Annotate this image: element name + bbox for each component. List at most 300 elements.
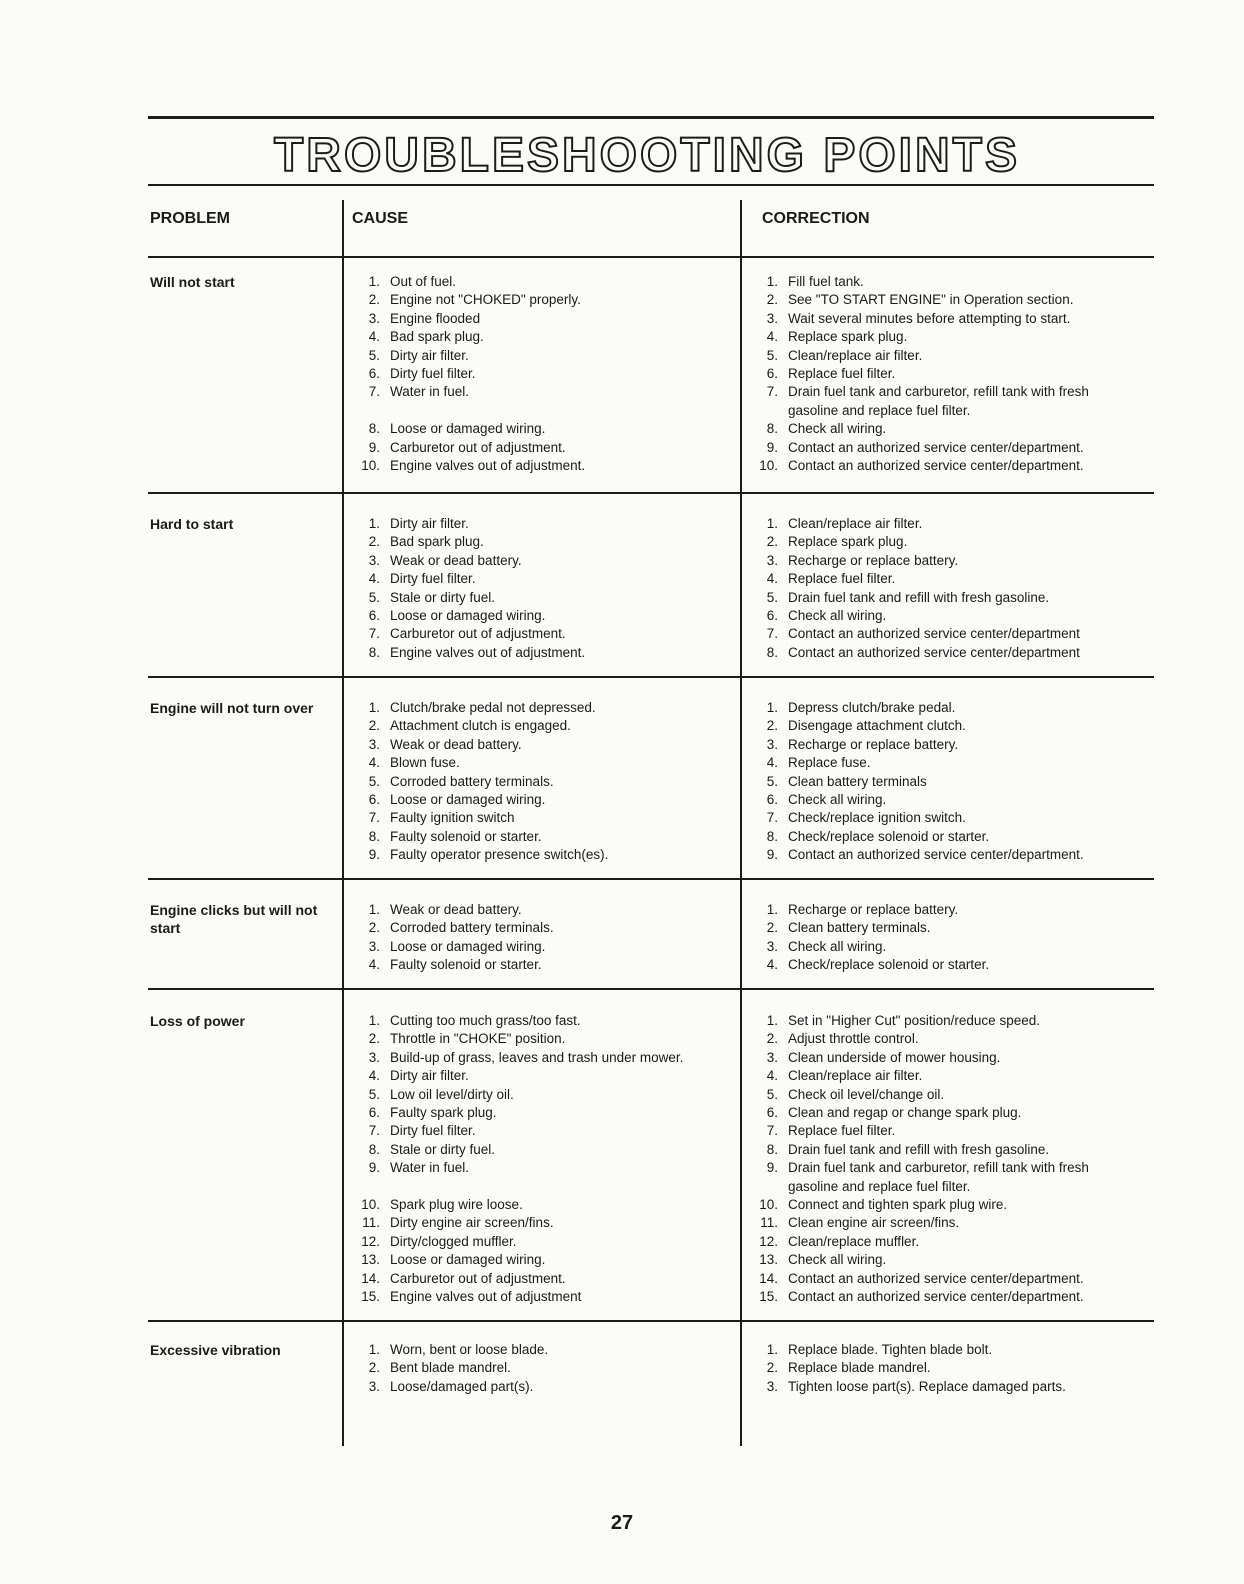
item-number: 10.	[759, 458, 778, 474]
item-number: 7.	[766, 810, 778, 826]
item-text: Check all wiring.	[788, 1252, 887, 1268]
correction-item	[744, 1341, 1144, 1359]
item-number: 3.	[766, 938, 778, 954]
item-text: Engine valves out of adjustment.	[390, 458, 586, 474]
item-text: Dirty/clogged muffler.	[390, 1233, 517, 1249]
correction-item	[744, 754, 1144, 772]
correction-item	[744, 1030, 1144, 1048]
item-text: See "TO START ENGINE" in Operation section.	[788, 292, 1074, 308]
item-text: Contact an authorized service center/department	[788, 644, 1080, 660]
item-number: 3.	[368, 1378, 380, 1394]
item-text: Check all wiring.	[788, 938, 887, 954]
cause-item	[346, 809, 736, 827]
item-text: Clean engine air screen/fins.	[788, 1215, 960, 1231]
item-number: 2.	[766, 1360, 778, 1376]
item-text: Faulty solenoid or starter.	[390, 828, 542, 844]
item-text: Tighten loose part(s). Replace damaged parts.	[788, 1378, 1066, 1394]
item-number: 1.	[766, 516, 778, 531]
item-number: 6.	[368, 608, 380, 624]
cause-item	[346, 552, 736, 570]
item-number: 2.	[766, 292, 778, 308]
cause-item	[346, 736, 736, 754]
header-rule	[148, 256, 1154, 258]
correction-item	[744, 533, 1144, 551]
item-text: Loose or damaged wiring.	[390, 1252, 546, 1268]
item-number: 5.	[766, 1086, 778, 1102]
item-number: 3.	[766, 1378, 778, 1394]
item-text: Worn, bent or loose blade.	[390, 1342, 549, 1357]
item-text: gasoline and replace fuel filter.	[788, 402, 971, 418]
item-number: 11.	[362, 1215, 380, 1231]
correction-item	[744, 809, 1144, 827]
correction-item	[744, 1122, 1144, 1140]
item-text: Recharge or replace battery.	[788, 902, 959, 917]
item-text: Replace spark plug.	[788, 534, 908, 550]
cause-item	[346, 699, 736, 717]
item-text: Dirty fuel filter.	[390, 1123, 476, 1139]
correction-item	[744, 1270, 1144, 1288]
cause-item	[346, 1012, 736, 1030]
item-text: Faulty operator presence switch(es).	[390, 847, 609, 863]
item-number	[744, 402, 788, 420]
item-text: Drain fuel tank and carburetor, refill tank with fresh	[788, 1160, 1089, 1176]
correction-item	[744, 1196, 1144, 1214]
cause-item	[346, 570, 736, 588]
cause-item	[346, 791, 736, 809]
item-text: Weak or dead battery.	[390, 902, 522, 917]
item-text: Recharge or replace battery.	[788, 736, 959, 752]
cause-item	[346, 846, 736, 864]
correction-item	[744, 457, 1144, 475]
item-number: 2.	[766, 1031, 778, 1047]
item-number: 1.	[368, 1342, 380, 1357]
correction-list	[744, 273, 1144, 475]
item-number: 13.	[759, 1252, 778, 1268]
item-number: 14.	[361, 1270, 380, 1286]
item-text: Water in fuel.	[390, 384, 470, 400]
item-number: 1.	[766, 1342, 778, 1357]
section-rule	[148, 1320, 1154, 1322]
item-number: 12.	[361, 1233, 380, 1249]
item-text: Replace spark plug.	[788, 329, 908, 345]
item-text: Replace fuel filter.	[788, 1123, 896, 1139]
cause-list	[346, 1341, 736, 1396]
item-text: Corroded battery terminals.	[390, 920, 554, 936]
item-number: 1.	[368, 516, 380, 531]
item-text: Drain fuel tank and refill with fresh gasoline.	[788, 1141, 1050, 1157]
cause-item	[346, 365, 736, 383]
item-text: Set in "Higher Cut" position/reduce speed.	[788, 1013, 1040, 1028]
cause-list	[346, 273, 736, 475]
item-text: Low oil level/dirty oil.	[390, 1086, 514, 1102]
item-text: Fill fuel tank.	[788, 274, 864, 289]
problem-label: Excessive vibration	[150, 1342, 281, 1358]
item-number: 2.	[368, 534, 380, 550]
item-number: 9.	[368, 439, 380, 455]
item-text: Check oil level/change oil.	[788, 1086, 945, 1102]
cause-item	[346, 1030, 736, 1048]
correction-item	[744, 570, 1144, 588]
item-text: Engine valves out of adjustment	[390, 1289, 582, 1305]
correction-item	[744, 420, 1144, 438]
item-text: Contact an authorized service center/department.	[788, 1270, 1084, 1286]
cause-item	[346, 402, 736, 420]
item-text: Depress clutch/brake pedal.	[788, 700, 956, 715]
item-text: Clean/replace air filter.	[788, 1068, 923, 1084]
item-text: Clean battery terminals	[788, 773, 927, 789]
cause-item	[346, 589, 736, 607]
item-number: 9.	[766, 1160, 778, 1176]
item-number: 4.	[766, 329, 778, 345]
cause-item	[346, 1251, 736, 1269]
item-text: Clutch/brake pedal not depressed.	[390, 700, 596, 715]
item-number: 8.	[766, 644, 778, 660]
item-text: Carburetor out of adjustment.	[390, 1270, 566, 1286]
item-text: Clean and regap or change spark plug.	[788, 1105, 1022, 1121]
item-number: 3.	[368, 736, 380, 752]
cause-item	[346, 457, 736, 475]
item-number: 4.	[368, 1068, 380, 1084]
item-number: 3.	[368, 1049, 380, 1065]
item-text: Check all wiring.	[788, 421, 887, 437]
correction-item	[744, 310, 1144, 328]
item-number: 7.	[368, 810, 380, 826]
cause-item	[346, 1067, 736, 1085]
item-number	[346, 402, 390, 420]
item-text: Throttle in "CHOKE" position.	[390, 1031, 566, 1047]
item-number: 2.	[766, 718, 778, 734]
item-text: Dirty air filter.	[390, 516, 469, 531]
correction-item	[744, 515, 1144, 533]
item-number: 7.	[368, 384, 380, 400]
correction-item	[744, 919, 1144, 937]
item-number: 8.	[766, 828, 778, 844]
item-text: Disengage attachment clutch.	[788, 718, 966, 734]
item-number: 3.	[766, 1049, 778, 1065]
item-number: 8.	[368, 828, 380, 844]
correction-item	[744, 828, 1144, 846]
cause-item	[346, 439, 736, 457]
item-number: 7.	[766, 626, 778, 642]
item-text: Carburetor out of adjustment.	[390, 439, 566, 455]
correction-item	[744, 1067, 1144, 1085]
cause-item	[346, 919, 736, 937]
cause-item	[346, 383, 736, 401]
item-text: Faulty spark plug.	[390, 1105, 497, 1121]
correction-item	[744, 1214, 1144, 1232]
item-text: Bent blade mandrel.	[390, 1360, 511, 1376]
item-number: 15.	[361, 1289, 380, 1305]
correction-item	[744, 736, 1144, 754]
item-number: 7.	[766, 1123, 778, 1139]
correction-item	[744, 273, 1144, 291]
item-number: 6.	[368, 1105, 380, 1121]
item-number: 7.	[766, 384, 778, 400]
item-text: Cutting too much grass/too fast.	[390, 1013, 581, 1028]
correction-item	[744, 625, 1144, 643]
cause-item	[346, 1214, 736, 1232]
item-number: 7.	[368, 1123, 380, 1139]
item-number: 5.	[766, 347, 778, 363]
cause-item	[346, 1049, 736, 1067]
item-number: 4.	[766, 957, 778, 973]
correction-item	[744, 1251, 1144, 1269]
item-text: Replace fuel filter.	[788, 366, 896, 382]
item-text: Replace fuel filter.	[788, 571, 896, 587]
item-number: 1.	[368, 274, 380, 289]
correction-list	[744, 1012, 1144, 1307]
cause-item	[346, 1378, 736, 1396]
item-number: 4.	[766, 1068, 778, 1084]
item-text: Replace blade. Tighten blade bolt.	[788, 1342, 993, 1357]
item-text: Attachment clutch is engaged.	[390, 718, 571, 734]
cause-item	[346, 1141, 736, 1159]
item-number: 3.	[766, 552, 778, 568]
item-number: 4.	[368, 571, 380, 587]
item-number: 12.	[759, 1233, 778, 1249]
header-correction: CORRECTION	[762, 210, 870, 227]
item-text: Drain fuel tank and refill with fresh gasoline.	[788, 589, 1050, 605]
item-text: Spark plug wire loose.	[390, 1197, 523, 1213]
item-number: 1.	[766, 1013, 778, 1028]
item-text: Engine valves out of adjustment.	[390, 644, 586, 660]
item-number	[346, 1178, 390, 1196]
item-text: Check/replace solenoid or starter.	[788, 957, 990, 973]
item-number: 6.	[766, 608, 778, 624]
correction-list	[744, 1341, 1144, 1396]
title-top-rule	[148, 116, 1154, 119]
page-number: 27	[610, 1512, 634, 1534]
item-number: 5.	[368, 589, 380, 605]
correction-item	[744, 291, 1144, 309]
item-number: 6.	[766, 366, 778, 382]
item-number: 4.	[766, 755, 778, 771]
item-text: Carburetor out of adjustment.	[390, 626, 566, 642]
correction-list	[744, 515, 1144, 662]
cause-item	[346, 754, 736, 772]
item-text: Contact an authorized service center/department.	[788, 458, 1084, 474]
cause-list	[346, 1012, 736, 1307]
cause-item	[346, 1178, 736, 1196]
item-text: Out of fuel.	[390, 274, 457, 289]
cause-item	[346, 273, 736, 291]
item-text: Bad spark plug.	[390, 329, 484, 345]
cause-item	[346, 717, 736, 735]
cause-item	[346, 956, 736, 974]
cause-item	[346, 347, 736, 365]
item-text: Check/replace solenoid or starter.	[788, 828, 990, 844]
correction-item	[744, 699, 1144, 717]
problem-label: Loss of power	[150, 1013, 245, 1029]
cause-item	[346, 644, 736, 662]
item-number: 10.	[361, 1197, 380, 1213]
item-text: Blown fuse.	[390, 755, 460, 771]
correction-item	[744, 956, 1144, 974]
correction-item	[744, 1178, 1144, 1196]
item-number: 6.	[766, 1105, 778, 1121]
item-number: 3.	[368, 310, 380, 326]
correction-item	[744, 846, 1144, 864]
correction-item	[744, 607, 1144, 625]
page-title: TROUBLESHOOTING POINTS	[273, 129, 1020, 182]
item-text: Wait several minutes before attempting to start.	[788, 310, 1071, 326]
item-text: Weak or dead battery.	[390, 552, 522, 568]
item-number: 3.	[368, 552, 380, 568]
section-rule	[148, 492, 1154, 494]
correction-item	[744, 791, 1144, 809]
item-text: Clean underside of mower housing.	[788, 1049, 1001, 1065]
item-number: 2.	[368, 292, 380, 308]
correction-item	[744, 901, 1144, 919]
problem-label: Will not start	[150, 274, 235, 290]
correction-item	[744, 1141, 1144, 1159]
item-text: Faulty solenoid or starter.	[390, 957, 542, 973]
item-number: 8.	[766, 1141, 778, 1157]
correction-item	[744, 347, 1144, 365]
section-rule	[148, 676, 1154, 678]
cause-item	[346, 1196, 736, 1214]
cause-item	[346, 1288, 736, 1306]
cause-item	[346, 1086, 736, 1104]
item-text: Faulty ignition switch	[390, 810, 515, 826]
correction-item	[744, 773, 1144, 791]
item-number: 8.	[368, 644, 380, 660]
cause-item	[346, 1104, 736, 1122]
item-text: Stale or dirty fuel.	[390, 1141, 496, 1157]
correction-item	[744, 1233, 1144, 1251]
correction-item	[744, 365, 1144, 383]
item-number: 10.	[759, 1197, 778, 1213]
item-text: Dirty fuel filter.	[390, 571, 476, 587]
item-number: 5.	[368, 1086, 380, 1102]
cause-item	[346, 1341, 736, 1359]
item-text: Drain fuel tank and carburetor, refill tank with fresh	[788, 384, 1089, 400]
item-text: Contact an authorized service center/department	[788, 626, 1080, 642]
cause-item	[346, 420, 736, 438]
problem-label: Engine clicks but will not start	[150, 902, 318, 937]
header-cause: CAUSE	[352, 210, 409, 227]
item-number: 4.	[368, 755, 380, 771]
item-number: 10.	[361, 458, 380, 474]
item-number: 1.	[368, 902, 380, 917]
cause-item	[346, 773, 736, 791]
cause-item	[346, 1122, 736, 1140]
cause-item	[346, 328, 736, 346]
item-number: 8.	[766, 421, 778, 437]
item-text: Build-up of grass, leaves and trash under mower.	[390, 1049, 684, 1065]
item-number: 9.	[766, 439, 778, 455]
cause-item	[346, 515, 736, 533]
item-number: 6.	[368, 792, 380, 808]
cause-list	[346, 901, 736, 975]
correction-list	[744, 699, 1144, 865]
cause-list	[346, 515, 736, 662]
item-text: Replace fuse.	[788, 755, 871, 771]
item-number: 3.	[766, 736, 778, 752]
correction-column-divider	[740, 200, 742, 1446]
cause-item	[346, 1233, 736, 1251]
cause-item	[346, 1270, 736, 1288]
item-text: Contact an authorized service center/department.	[788, 439, 1084, 455]
item-text: Loose or damaged wiring.	[390, 792, 546, 808]
correction-item	[744, 1159, 1144, 1177]
problem-label: Hard to start	[150, 516, 234, 532]
item-text: Contact an authorized service center/department.	[788, 1289, 1084, 1305]
correction-item	[744, 439, 1144, 457]
item-number: 5.	[766, 773, 778, 789]
cause-item	[346, 625, 736, 643]
item-number: 1.	[368, 1013, 380, 1028]
item-text: Engine not "CHOKED" properly.	[390, 292, 581, 308]
title-bottom-rule	[148, 184, 1154, 186]
correction-item	[744, 1359, 1144, 1377]
item-text: Contact an authorized service center/department.	[788, 847, 1084, 863]
correction-item	[744, 717, 1144, 735]
cause-item	[346, 533, 736, 551]
item-number: 1.	[766, 902, 778, 917]
item-number: 6.	[766, 792, 778, 808]
item-text: Connect and tighten spark plug wire.	[788, 1197, 1008, 1213]
item-text: Dirty fuel filter.	[390, 366, 476, 382]
item-text: Corroded battery terminals.	[390, 773, 554, 789]
item-number: 2.	[368, 920, 380, 936]
section-rule	[148, 878, 1154, 880]
correction-item	[744, 552, 1144, 570]
item-number: 2.	[368, 718, 380, 734]
item-text: Clean/replace air filter.	[788, 347, 923, 363]
cause-item	[346, 607, 736, 625]
item-text: Recharge or replace battery.	[788, 552, 959, 568]
item-text: gasoline and replace fuel filter.	[788, 1178, 971, 1194]
item-number: 4.	[368, 329, 380, 345]
item-number: 2.	[368, 1360, 380, 1376]
cause-item	[346, 1359, 736, 1377]
cause-column-divider	[342, 200, 344, 1446]
item-number: 1.	[766, 274, 778, 289]
item-text: Loose or damaged wiring.	[390, 608, 546, 624]
item-text: Dirty air filter.	[390, 347, 469, 363]
item-number: 2.	[368, 1031, 380, 1047]
item-number: 6.	[368, 366, 380, 382]
item-number: 5.	[766, 589, 778, 605]
item-text: Replace blade mandrel.	[788, 1360, 931, 1376]
correction-list	[744, 901, 1144, 975]
item-number: 13.	[361, 1252, 380, 1268]
item-number: 1.	[766, 700, 778, 715]
item-text: Engine flooded	[390, 310, 481, 326]
item-text	[390, 402, 736, 420]
item-number: 9.	[368, 847, 380, 863]
header-problem: PROBLEM	[150, 210, 230, 227]
problem-label: Engine will not turn over	[150, 700, 314, 716]
item-text: Loose or damaged wiring.	[390, 421, 546, 437]
item-text: Check all wiring.	[788, 608, 887, 624]
item-number: 3.	[766, 310, 778, 326]
item-text	[390, 1178, 736, 1196]
item-number: 7.	[368, 626, 380, 642]
item-number: 15.	[759, 1289, 778, 1305]
item-text: Bad spark plug.	[390, 534, 484, 550]
correction-item	[744, 589, 1144, 607]
item-number: 11.	[760, 1215, 778, 1231]
item-number: 1.	[368, 700, 380, 715]
item-text: Clean/replace air filter.	[788, 516, 923, 531]
correction-item	[744, 1086, 1144, 1104]
cause-list	[346, 699, 736, 865]
item-number: 9.	[368, 1160, 380, 1176]
correction-item	[744, 1288, 1144, 1306]
item-number: 4.	[766, 571, 778, 587]
